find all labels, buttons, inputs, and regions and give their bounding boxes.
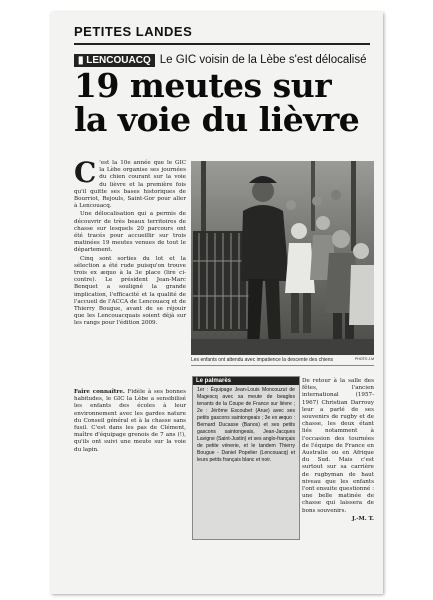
kicker-text: Le GIC voisin de la Lèbe s'est délocalisé — [159, 54, 367, 66]
location-tag: ▮ LENCOUACQ — [74, 54, 155, 67]
caption-text: Les enfants ont attendu avec impatience la descente des chiens — [191, 357, 334, 363]
photo-image — [191, 161, 374, 355]
article-paragraph: Une délocalisation qui a permis de découvrir de très beaux territoires de chasse sur lesquels 20 parcours ont été tracés pour accueillir sur trois matinées 19 meutes venues de tout le département. — [74, 211, 186, 254]
drop-cap: C — [74, 156, 97, 189]
article-column-3 — [302, 378, 374, 524]
lead-in: Faire connaître. — [74, 389, 125, 395]
palmares-title: Le palmarès — [193, 377, 299, 385]
headline: 19 meutes sur la voie du lièvre — [74, 66, 360, 139]
palmares-box — [192, 376, 300, 540]
palmares-text: 1er : Équipage Jean-Louis Moncouzut de Magescq avec sa meute de beagles tenants de la Coupe de France sur lièvre ; 2e : Jérôme Escoubet (Arue) avec ses petits gascons saintongeais ; 3e ex æquo : Bernard Ducasse (Banos) et ses petits gascons saintongeais, Jean-Jacques Lavigne (Saint-Justin) et ses anglo-français de petite vénerie, et le tandem Thierry Bougue - Daniel Popelier (Lencouacq) et leurs petits français blanc et noir. — [197, 387, 295, 463]
article-paragraph — [74, 389, 186, 454]
newspaper-clipping — [51, 12, 383, 594]
section-label: PETITES LANDES — [74, 24, 193, 39]
article-column-1-bottom — [74, 389, 186, 455]
photo-caption — [191, 357, 374, 366]
paragraph-text: 'est la 10e année que le GIC la Lèbe organise ses journées du chien courant sur la voie du lièvre et la première fois qu'il quitte ses bases historiques de Bourriot, Rejouls, Saint-Gor pour aller à Lencouacq. — [74, 160, 186, 210]
article-paragraph: De retour à la salle des fêtes, l'ancien international (1957-1967) Christian Darrouy leur a parlé de ses souvenirs de rugby et de chasse, les deux étant liés notamment à l'occasion des tournées de l'équipe de France en Australie ou en Afrique du Sud. Mais c'est surtout sur sa carrière de rugbyman de haut niveau que les enfants l'ont ensuite questionné : une belle matinée de chasse qui laissera de bons souvenirs. — [302, 378, 374, 514]
author-signature: J.-M. T. — [352, 515, 374, 522]
article-paragraph: Cinq sont sorties du lot et la sélection a été rude puisqu'on trouve trois ex æquo à la 3e place (lire ci-contre). Le président Jean-Marc Benquet a souligné la grande implication, l'efficacité et la qualité de l'accueil de l'ACCA de Lencouacq et de Thierry Bougue, avant de se réjouir que les Lencouacquais soient déjà sur les rangs pour l'édition 2009. — [74, 255, 186, 327]
section-rule — [74, 43, 370, 45]
photo-hunt-scene — [191, 161, 374, 355]
photo-credit: PHOTO J.M — [355, 357, 374, 361]
paragraph-text: Fidèle à ses bonnes habitudes, le GIC la Lèbe a sensibilisé les enfants des écoles à leur environnement avec les gardes nature du Conseil général et à la chasse sans fusil. C'est dans les pas de Clément, maître d'équipage grenois de 7 ans (!), qu'ils ont suivi une meute sur la voie du lapin. — [74, 389, 186, 453]
article-paragraph — [74, 156, 186, 210]
article-column-1 — [74, 156, 186, 329]
